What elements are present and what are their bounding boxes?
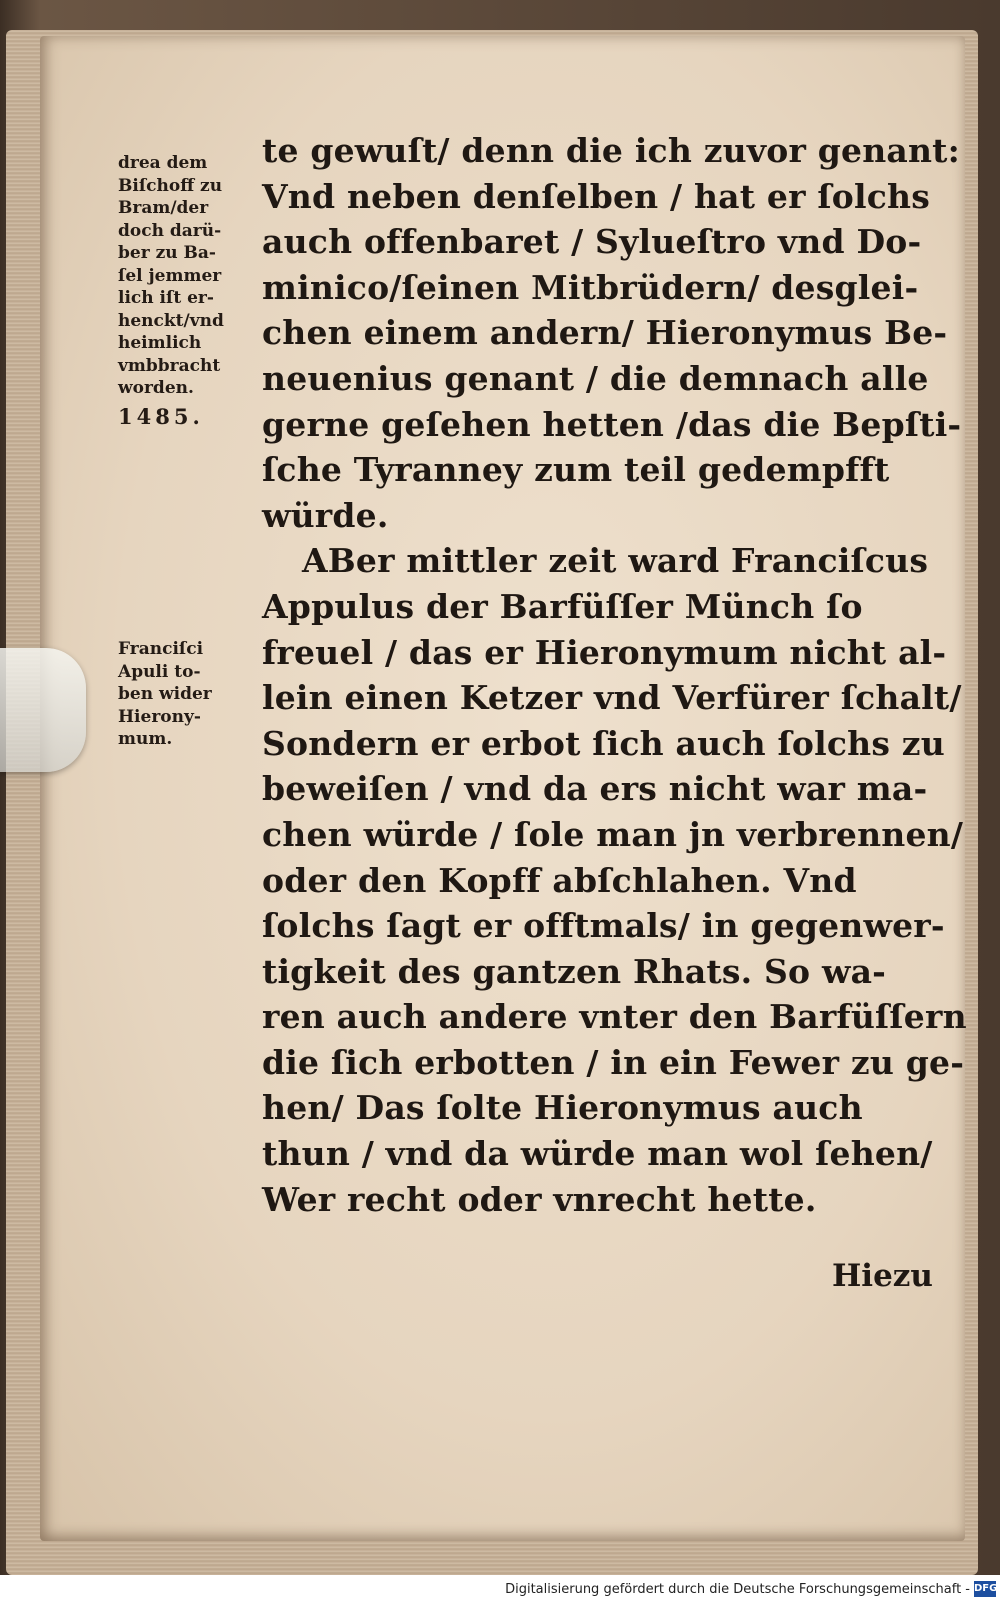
text-line: Vnd neben denſelben / hat er ſolchs xyxy=(262,176,930,216)
margin-line: Franciſci xyxy=(118,639,204,659)
text-line: auch offenbaret / Sylueſtro vnd Do- xyxy=(262,222,922,262)
margin-line: Bram/der xyxy=(118,198,209,218)
text-line: chen einem andern/ Hieronymus Be- xyxy=(262,313,948,353)
text-line: tigkeit des gantzen Rhats. So wa- xyxy=(262,951,887,991)
text-line: lein einen Ketzer vnd Verfürer ſchalt/ xyxy=(262,678,962,718)
text-line: gerne geſehen hetten /das die Bepſti- xyxy=(262,404,962,444)
text-line: Appulus der Barfüſſer Münch ſo xyxy=(262,586,863,626)
catchword: Hiezu xyxy=(832,1258,933,1294)
margin-line: Biſchoff zu xyxy=(118,175,223,196)
text-line: minico/ſeinen Mitbrüdern/ desglei- xyxy=(262,267,919,307)
margin-line: mum. xyxy=(118,729,173,749)
text-line: hen/ Das ſolte Hieronymus auch xyxy=(262,1088,863,1128)
text-line-paragraph-start: ABer mittler zeit ward Franciſcus xyxy=(302,541,929,581)
margin-line: heimlich xyxy=(118,333,202,353)
text-line: chen würde / ſole man jn verbrennen/ xyxy=(262,814,964,854)
page-clip xyxy=(0,648,86,772)
text-line: beweiſen / vnd da ers nicht war ma- xyxy=(262,769,928,809)
text-line: thun / vnd da würde man wol ſehen/ xyxy=(262,1134,933,1174)
text-line: würde. xyxy=(262,495,389,535)
margin-line: drea dem xyxy=(118,153,208,173)
margin-line: Apuli to- xyxy=(118,661,201,682)
margin-line: ber zu Ba- xyxy=(118,243,216,263)
text-line: ſolchs ſagt er offtmals/ in gegenwer- xyxy=(262,906,945,946)
margin-line: ſel jemmer xyxy=(118,265,222,286)
margin-line: doch darü- xyxy=(118,220,222,241)
text-line: die ſich erbotten / in ein Fewer zu ge- xyxy=(262,1042,965,1082)
margin-line: lich iſt er- xyxy=(118,288,214,308)
dfg-logo: DFG xyxy=(974,1581,996,1597)
margin-note-1 xyxy=(118,152,268,428)
margin-line: worden. xyxy=(118,378,194,398)
funding-credit: Digitalisierung gefördert durch die Deutsche Forschungsgemeinschaft - xyxy=(505,1582,970,1597)
text-line: oder den Kopff abſchlahen. Vnd xyxy=(262,860,857,900)
text-line: Sondern er erbot ſich auch ſolchs zu xyxy=(262,723,945,763)
margin-line: vmbbracht xyxy=(118,355,221,376)
margin-line: Hierony- xyxy=(118,706,201,727)
text-line: Wer recht oder vnrecht hette. xyxy=(262,1179,817,1219)
margin-year: 1485. xyxy=(118,403,204,429)
text-line: freuel / das er Hieronymum nicht al- xyxy=(262,632,947,672)
text-line: neuenius genant / die demnach alle xyxy=(262,358,929,398)
margin-note-2 xyxy=(118,638,268,751)
text-line: ren auch andere vnter den Barfüſſern xyxy=(262,997,967,1037)
text-line: te gewuſt/ denn die ich zuvor genant: xyxy=(262,131,960,170)
text-line: ſche Tyranney zum teil gedempfft xyxy=(262,450,890,490)
main-text-block xyxy=(262,128,967,1222)
margin-line: ben wider xyxy=(118,684,212,704)
margin-line: henckt/vnd xyxy=(118,310,224,331)
